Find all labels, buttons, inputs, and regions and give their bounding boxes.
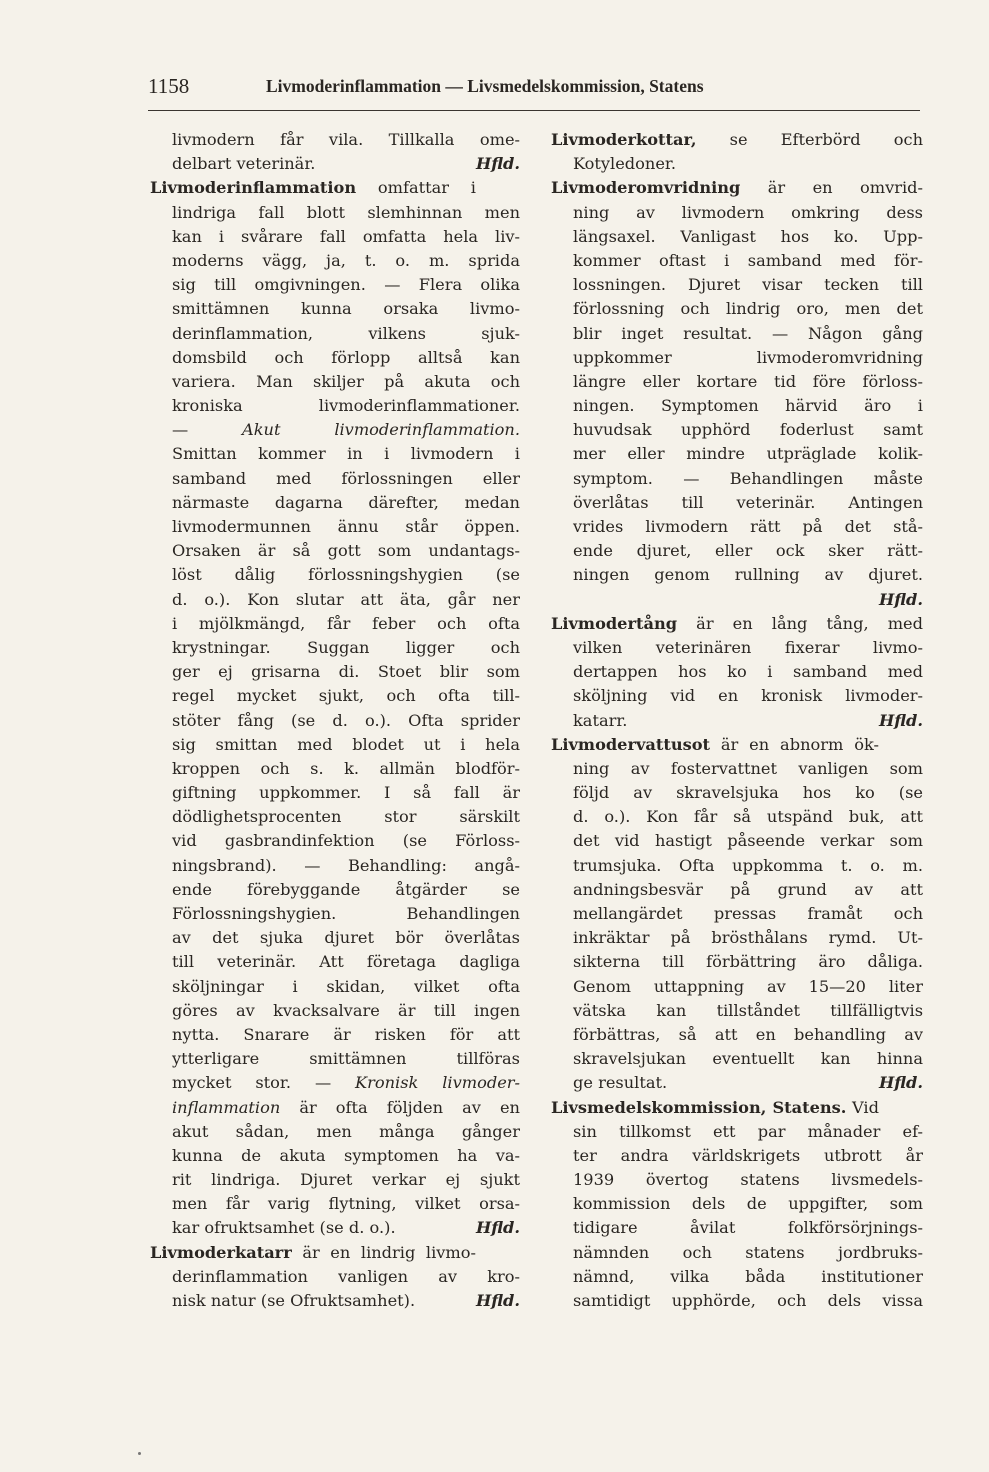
line-text: förlossning och lindrig oro, men det bbox=[573, 299, 923, 319]
line-text: Smittan kommer in i livmodern i bbox=[172, 444, 520, 464]
text-line bbox=[551, 733, 923, 757]
line-text: stöter fång (se d. o.). Ofta sprider bbox=[172, 710, 520, 730]
line-text: krystningar. Suggan ligger och bbox=[172, 637, 520, 657]
right-column bbox=[551, 128, 923, 1313]
text-line bbox=[150, 781, 520, 805]
line-text: vätska kan tillståndet tillfälligtvis bbox=[573, 1000, 923, 1020]
text-line bbox=[150, 1023, 520, 1047]
text-line bbox=[551, 612, 923, 636]
headword: Livsmedelskommission, Statens. bbox=[551, 1097, 847, 1117]
italic-text: inflammation bbox=[172, 1097, 281, 1117]
line-text: till veterinär. Att företaga dagliga bbox=[172, 952, 520, 972]
headword: Livmoderomvridning bbox=[551, 178, 741, 198]
text-line bbox=[150, 1120, 520, 1144]
line-text: sköljningar i skidan, vilket ofta bbox=[172, 976, 520, 996]
text-line bbox=[551, 297, 923, 321]
text-line bbox=[551, 225, 923, 249]
line-text: i mjölkmängd, får feber och ofta bbox=[172, 613, 520, 633]
text-line bbox=[551, 999, 923, 1023]
line-text: är en omvrid- bbox=[740, 178, 923, 198]
line-text: Förlossningshygien. Behandlingen bbox=[172, 904, 520, 923]
line-text: mycket stor. — bbox=[172, 1073, 356, 1093]
text-line bbox=[150, 467, 520, 491]
text-line bbox=[150, 805, 520, 829]
line-text: livmodermunnen ännu står öppen. bbox=[172, 517, 520, 536]
line-text: nytta. Snarare är risken för att bbox=[172, 1024, 520, 1044]
text-line bbox=[150, 515, 520, 539]
line-text: sikterna till förbättring äro dåliga. bbox=[573, 952, 923, 972]
text-line bbox=[551, 1023, 923, 1047]
text-line bbox=[150, 1096, 520, 1120]
text-line bbox=[150, 1216, 520, 1240]
line-text: göres av kvacksalvare är till ingen bbox=[172, 1000, 520, 1020]
text-line bbox=[150, 999, 520, 1023]
text-line bbox=[150, 201, 520, 225]
text-line bbox=[551, 1265, 923, 1289]
line-text: ning av livmodern omkring dess bbox=[573, 202, 923, 222]
line-text: akut sådan, men många gånger bbox=[172, 1121, 520, 1141]
line-text: samtidigt upphörde, och dels vissa bbox=[573, 1291, 923, 1310]
text-line bbox=[551, 467, 923, 491]
line-text: vrides livmodern rätt på det stå- bbox=[573, 517, 923, 536]
line-text: överlåtas till veterinär. Antingen bbox=[573, 492, 923, 512]
line-text: längre eller kortare tid före förloss- bbox=[573, 371, 923, 391]
line-text: är en lindrig livmo- bbox=[291, 1242, 476, 1262]
text-line bbox=[150, 394, 520, 418]
headword: Livmoderkottar, bbox=[551, 130, 697, 149]
headword: Livmodervattusot bbox=[551, 734, 711, 754]
line-text: följd av skravelsjuka hos ko (se bbox=[573, 783, 923, 803]
line-text: mellangärdet pressas framåt och bbox=[573, 904, 923, 923]
text-line bbox=[150, 128, 520, 152]
line-text: andningsbesvär på grund av att bbox=[573, 879, 923, 899]
line-text: livmodern får vila. Tillkalla ome- bbox=[172, 130, 520, 149]
line-text: närmaste dagarna därefter, medan bbox=[172, 492, 520, 512]
text-line bbox=[551, 805, 923, 829]
line-text: sig smittan med blodet ut i hela bbox=[172, 734, 520, 754]
line-text: längsaxel. Vanligast hos ko. Upp- bbox=[573, 226, 923, 246]
line-text: kunna de akuta symptomen ha va- bbox=[172, 1145, 520, 1165]
text-line bbox=[551, 1216, 923, 1240]
line-text: sin tillkomst ett par månader ef- bbox=[573, 1121, 923, 1141]
text-line bbox=[551, 1144, 923, 1168]
header-rule bbox=[148, 110, 920, 111]
text-line bbox=[150, 709, 520, 733]
author-signature: Hfld. bbox=[475, 1291, 520, 1310]
text-line bbox=[551, 128, 923, 152]
text-line bbox=[551, 1047, 923, 1071]
line-text: ger ej grisarna di. Stoet blir som bbox=[172, 662, 520, 682]
text-line bbox=[551, 854, 923, 878]
text-line bbox=[551, 1120, 923, 1144]
line-text: smittämnen kunna orsaka livmo- bbox=[172, 299, 520, 319]
line-text: uppkommer livmoderomvridning bbox=[573, 347, 923, 367]
headword: Livmoderkatarr bbox=[150, 1242, 292, 1262]
text-line bbox=[551, 757, 923, 781]
line-text: kar ofruktsamhet (se d. o.). bbox=[172, 1218, 401, 1238]
line-text: dertappen hos ko i samband med bbox=[573, 662, 923, 682]
line-text: lossningen. Djuret visar tecken till bbox=[573, 275, 923, 295]
line-text: ge resultat. bbox=[573, 1073, 668, 1093]
text-line bbox=[150, 418, 520, 442]
line-text: huvudsak upphörd foderlust samt bbox=[573, 420, 923, 440]
text-line bbox=[551, 322, 923, 346]
text-line bbox=[551, 950, 923, 974]
line-text: ningen. Symptomen härvid äro i bbox=[573, 396, 923, 416]
line-text: omfattar i bbox=[356, 178, 476, 198]
text-line bbox=[150, 297, 520, 321]
text-line bbox=[551, 442, 923, 466]
text-line bbox=[150, 491, 520, 515]
line-text: är en lång tång, med bbox=[677, 613, 923, 633]
text-line bbox=[551, 152, 923, 176]
left-column bbox=[150, 128, 520, 1313]
text-line bbox=[551, 176, 923, 200]
text-line bbox=[150, 176, 520, 200]
line-text: derinflammation vanligen av kro- bbox=[172, 1266, 520, 1286]
text-line bbox=[551, 1168, 923, 1192]
text-line bbox=[150, 346, 520, 370]
line-text: av det sjuka djuret bör överlåtas bbox=[172, 928, 520, 948]
headword: Livmoderinflammation bbox=[150, 178, 357, 198]
text-line bbox=[150, 588, 520, 612]
text-line bbox=[150, 950, 520, 974]
text-line bbox=[150, 1144, 520, 1168]
text-line bbox=[551, 1192, 923, 1216]
line-text: d. o.). Kon slutar att äta, går ner bbox=[172, 589, 520, 609]
line-text: inkräktar på brösthålans rymd. Ut- bbox=[573, 928, 923, 948]
text-line bbox=[551, 781, 923, 805]
line-text: regel mycket sjukt, och ofta till- bbox=[172, 686, 520, 706]
text-line bbox=[150, 660, 520, 684]
line-text: vid gasbrandinfektion (se Förloss- bbox=[172, 831, 520, 851]
text-line bbox=[551, 660, 923, 684]
text-line bbox=[551, 878, 923, 902]
text-line bbox=[551, 926, 923, 950]
text-line bbox=[150, 249, 520, 273]
text-line bbox=[150, 733, 520, 757]
author-signature: Hfld. bbox=[878, 710, 923, 730]
line-text: moderns vägg, ja, t. o. m. sprida bbox=[172, 250, 520, 270]
text-line bbox=[551, 1096, 923, 1120]
text-line bbox=[551, 273, 923, 297]
text-line bbox=[551, 418, 923, 442]
line-text: d. o.). Kon får så utspänd buk, att bbox=[573, 807, 923, 827]
page-header bbox=[148, 74, 920, 106]
line-text: Kotyledoner. bbox=[573, 154, 677, 174]
text-line bbox=[551, 370, 923, 394]
text-line bbox=[150, 878, 520, 902]
text-line bbox=[150, 1071, 520, 1095]
line-text: kroniska livmoderinflammationer. bbox=[172, 396, 520, 416]
text-line bbox=[150, 757, 520, 781]
text-line bbox=[551, 394, 923, 418]
line-text: sköljning vid en kronisk livmoder- bbox=[573, 686, 923, 706]
headword: Livmodertång bbox=[551, 613, 678, 633]
text-line bbox=[551, 1289, 923, 1313]
text-line bbox=[150, 322, 520, 346]
line-text: mer eller mindre utpräglade kolik- bbox=[573, 444, 923, 464]
text-line bbox=[150, 854, 520, 878]
line-text: ning av fostervattnet vanligen som bbox=[573, 758, 923, 778]
line-text: Genom uttappning av 15—20 liter bbox=[573, 976, 923, 996]
line-text: nämnd, vilka båda institutioner bbox=[573, 1266, 923, 1286]
line-text: kommer oftast i samband med för- bbox=[573, 250, 923, 270]
line-text: delbart veterinär. bbox=[172, 154, 316, 174]
line-text: ytterligare smittämnen tillföras bbox=[172, 1049, 520, 1069]
text-line bbox=[150, 1047, 520, 1071]
line-text: samband med förlossningen eller bbox=[172, 468, 520, 488]
line-text: nämnden och statens jordbruks- bbox=[573, 1242, 923, 1262]
line-text: kommission dels de uppgifter, som bbox=[573, 1194, 923, 1214]
text-line bbox=[150, 563, 520, 587]
text-line bbox=[150, 829, 520, 853]
line-text: katarr. bbox=[573, 710, 628, 730]
line-text: blir inget resultat. — Någon gång bbox=[573, 323, 923, 343]
line-text: 1939 övertog statens livsmedels- bbox=[573, 1170, 923, 1190]
text-line bbox=[150, 1192, 520, 1216]
line-text: variera. Man skiljer på akuta och bbox=[172, 371, 520, 391]
running-title: Livmoderinflammation — Livsmedelskommission, Statens bbox=[266, 76, 704, 96]
line-text: tidigare åvilat folkförsörjnings- bbox=[573, 1218, 923, 1238]
line-text: — bbox=[172, 420, 243, 440]
line-text: kroppen och s. k. allmän blodför- bbox=[172, 758, 520, 778]
text-line bbox=[150, 1289, 520, 1313]
line-text: lindriga fall blott slemhinnan men bbox=[172, 202, 520, 222]
text-line bbox=[150, 975, 520, 999]
line-text: skravelsjukan eventuellt kan hinna bbox=[573, 1049, 923, 1069]
text-line bbox=[150, 1241, 520, 1265]
line-text: se Efterbörd och bbox=[696, 130, 923, 149]
author-signature: Hfld. bbox=[878, 589, 923, 609]
line-text: rit lindriga. Djuret verkar ej sjukt bbox=[172, 1170, 520, 1190]
text-line bbox=[551, 346, 923, 370]
italic-text: Akut livmoderinflammation. bbox=[242, 420, 520, 440]
text-line bbox=[551, 829, 923, 853]
italic-text: Kronisk livmoder- bbox=[355, 1073, 520, 1093]
text-line bbox=[551, 539, 923, 563]
line-text: sig till omgivningen. — Flera olika bbox=[172, 275, 520, 295]
text-line bbox=[551, 1071, 923, 1095]
line-text: giftning uppkommer. I så fall är bbox=[172, 783, 520, 803]
line-text: är en abnorm ök- bbox=[710, 734, 879, 754]
line-text: vilken veterinären fixerar livmo- bbox=[573, 637, 923, 657]
text-line bbox=[551, 975, 923, 999]
text-line bbox=[551, 1241, 923, 1265]
line-text: trumsjuka. Ofta uppkomma t. o. m. bbox=[573, 855, 923, 875]
text-line bbox=[551, 684, 923, 708]
page-number: 1158 bbox=[148, 74, 190, 98]
line-text: ningsbrand). — Behandling: angå- bbox=[172, 855, 520, 875]
text-line bbox=[551, 709, 923, 733]
line-text: ter andra världskrigets utbrott år bbox=[573, 1145, 923, 1165]
author-signature: Hfld. bbox=[475, 154, 520, 174]
line-text: ende förebyggande åtgärder se bbox=[172, 879, 520, 899]
text-line bbox=[150, 539, 520, 563]
text-line bbox=[551, 491, 923, 515]
line-text: symptom. — Behandlingen måste bbox=[573, 468, 923, 488]
text-line bbox=[150, 152, 520, 176]
text-line bbox=[551, 902, 923, 926]
text-line bbox=[150, 225, 520, 249]
line-text: men får varig flytning, vilket orsa- bbox=[172, 1194, 520, 1214]
text-line bbox=[150, 926, 520, 950]
text-line bbox=[551, 201, 923, 225]
line-text: dödlighetsprocenten stor särskilt bbox=[172, 807, 520, 827]
line-text: förbättras, så att en behandling av bbox=[573, 1024, 923, 1044]
text-line bbox=[150, 1265, 520, 1289]
line-text: Orsaken är så gott som undantags- bbox=[172, 541, 520, 561]
line-text: kan i svårare fall omfatta hela liv- bbox=[172, 226, 520, 246]
text-line bbox=[150, 636, 520, 660]
line-text: ningen genom rullning av djuret. bbox=[573, 565, 923, 585]
line-text: Vid bbox=[846, 1097, 879, 1117]
text-line bbox=[150, 273, 520, 297]
text-line bbox=[551, 636, 923, 660]
text-line bbox=[150, 1168, 520, 1192]
line-text: löst dålig förlossningshygien (se bbox=[172, 565, 520, 585]
text-line bbox=[551, 515, 923, 539]
line-text: ende djuret, eller ock sker rätt- bbox=[573, 541, 923, 561]
text-line bbox=[150, 612, 520, 636]
text-line bbox=[551, 588, 923, 612]
text-line bbox=[551, 563, 923, 587]
line-text: derinflammation, vilkens sjuk- bbox=[172, 323, 520, 343]
line-text: är ofta följden av en bbox=[280, 1097, 520, 1117]
author-signature: Hfld. bbox=[475, 1218, 520, 1238]
text-line bbox=[150, 684, 520, 708]
text-line bbox=[150, 442, 520, 466]
line-text: nisk natur (se Ofruktsamhet). bbox=[172, 1291, 421, 1310]
text-line bbox=[551, 249, 923, 273]
text-line bbox=[150, 902, 520, 926]
line-text: det vid hastigt påseende verkar som bbox=[573, 831, 923, 851]
text-line bbox=[150, 370, 520, 394]
author-signature: Hfld. bbox=[878, 1073, 923, 1093]
margin-speck bbox=[138, 1452, 141, 1455]
line-text: domsbild och förlopp alltså kan bbox=[172, 347, 520, 367]
